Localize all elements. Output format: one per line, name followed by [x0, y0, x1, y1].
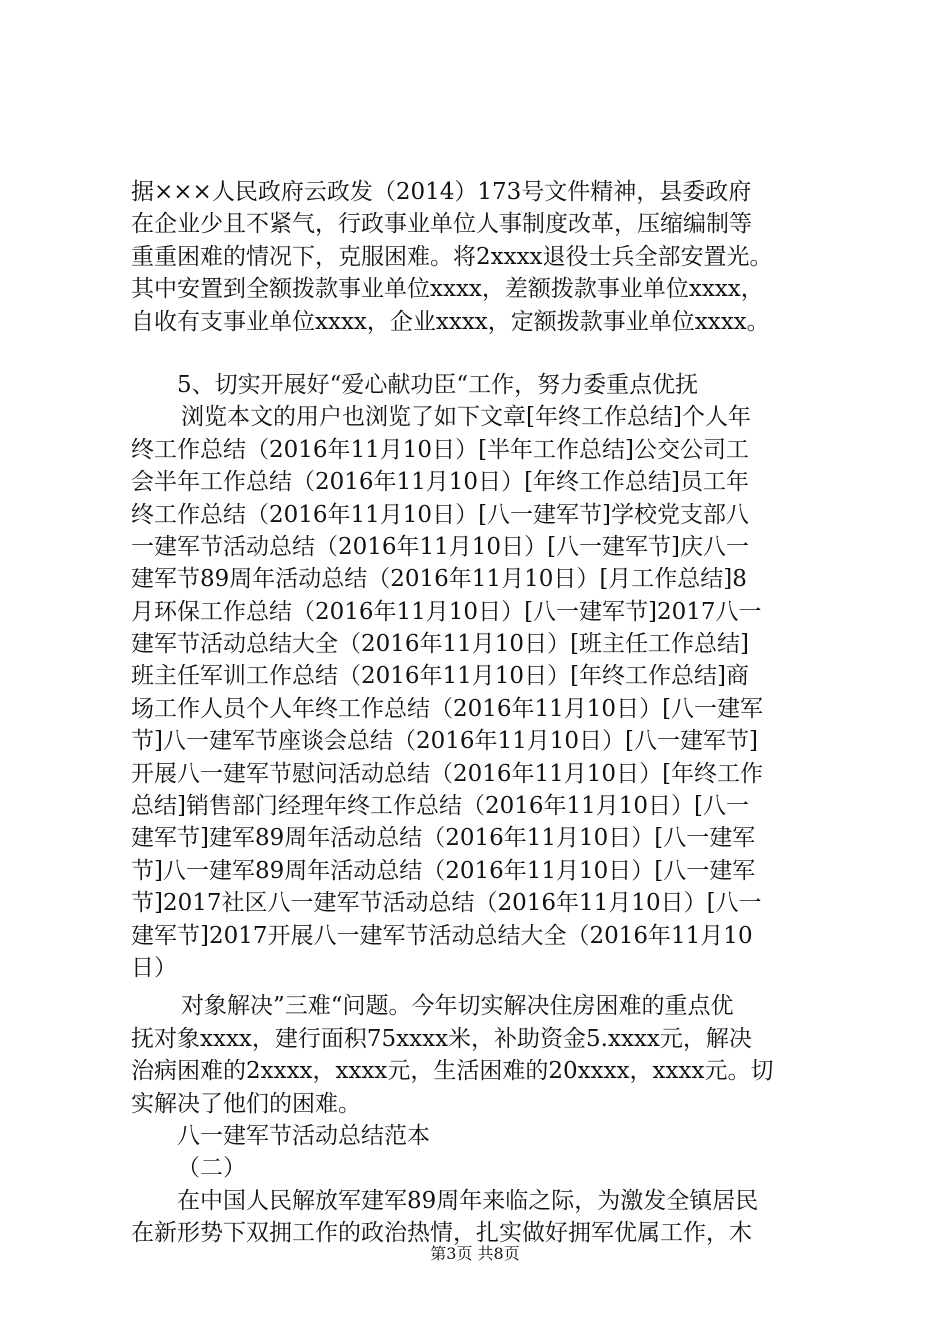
text-line: 班主任军训工作总结（2016年11月10日）[年终工作总结]商 — [131, 663, 750, 690]
section-subtitle: （二） — [177, 1155, 246, 1182]
text-line: 会半年工作总结（2016年11月10日）[年终工作总结]员工年 — [131, 469, 750, 496]
text-line: 节]2017社区八一建军节活动总结（2016年11月10日）[八一 — [131, 890, 762, 917]
paragraph-placement — [131, 176, 831, 338]
text-line: 月环保工作总结（2016年11月10日）[八一建军节]2017八一 — [131, 598, 762, 625]
text-line: 终工作总结（2016年11月10日）[半年工作总结]公交公司工 — [131, 436, 750, 463]
text-line: 据×××人民政府云政发（2014）173号文件精神，县委政府 — [131, 179, 752, 205]
text-line: 开展八一建军节慰问活动总结（2016年11月10日）[年终工作 — [131, 760, 764, 787]
text-line: 浏览本文的用户也浏览了如下文章[年终工作总结]个人年 — [181, 404, 751, 431]
text-line: 日） — [131, 954, 177, 981]
text-line: 终工作总结（2016年11月10日）[八一建军节]学校党支部八 — [131, 501, 750, 528]
text-line: 抚对象xxxx，建行面积75xxxx米，补助资金5.xxxx元，解决 — [131, 1025, 752, 1052]
text-line: 其中安置到全额拨款事业单位xxxx，差额拨款事业单位xxxx， — [131, 276, 764, 303]
text-line: 治病困难的2xxxx，xxxx元，生活困难的20xxxx，xxxx元。切 — [131, 1058, 774, 1085]
spacer — [131, 338, 831, 369]
text-line: 对象解决”三难“问题。今年切实解决住房困难的重点优 — [181, 993, 734, 1020]
text-line: 自收有支事业单位xxxx，企业xxxx，定额拨款事业单位xxxx。 — [131, 308, 770, 335]
text-line: 实解决了他们的困难。 — [131, 1090, 361, 1117]
text-line: 总结]销售部门经理年终工作总结（2016年11月10日）[八一 — [131, 793, 750, 820]
text-line: 场工作人员个人年终工作总结（2016年11月10日）[八一建军 — [131, 695, 764, 722]
section-heading: 5、切实开展好“爱心献功臣“工作，努力委重点优抚 — [177, 371, 699, 398]
text-line: 节]八一建军节座谈会总结（2016年11月10日）[八一建军节] — [131, 728, 758, 755]
text-line: 在新形势下双拥工作的政治热情，扎实做好拥军优属工作，木 — [131, 1220, 752, 1247]
related-articles — [131, 401, 831, 984]
text-line: 在中国人民解放军建军89周年来临之际，为激发全镇居民 — [177, 1187, 759, 1214]
page-number-footer: 第3页 共8页 — [430, 1244, 520, 1263]
text-line: 一建军节活动总结（2016年11月10日）[八一建军节]庆八一 — [131, 533, 750, 560]
text-line: 建军节89周年活动总结（2016年11月10日）[月工作总结]8 — [131, 566, 747, 593]
text-line: 重重困难的情况下，克服困难。将2xxxx退役士兵全部安置光。 — [131, 243, 773, 270]
text-line: 建军节活动总结大全（2016年11月10日）[班主任工作总结] — [131, 631, 750, 658]
document-body — [131, 176, 831, 1250]
paragraph-assistance — [131, 990, 831, 1120]
paragraph-anniversary — [131, 1185, 831, 1250]
section-title: 八一建军节活动总结范本 — [177, 1122, 430, 1149]
text-line: 节]八一建军89周年活动总结（2016年11月10日）[八一建军 — [131, 857, 756, 884]
text-line: 在企业少且不紧气，行政事业单位人事制度改革，压缩编制等 — [131, 211, 752, 238]
text-line: 建军节]2017开展八一建军节活动总结大全（2016年11月10 — [131, 922, 753, 949]
text-line: 建军节]建军89周年活动总结（2016年11月10日）[八一建军 — [131, 825, 756, 852]
